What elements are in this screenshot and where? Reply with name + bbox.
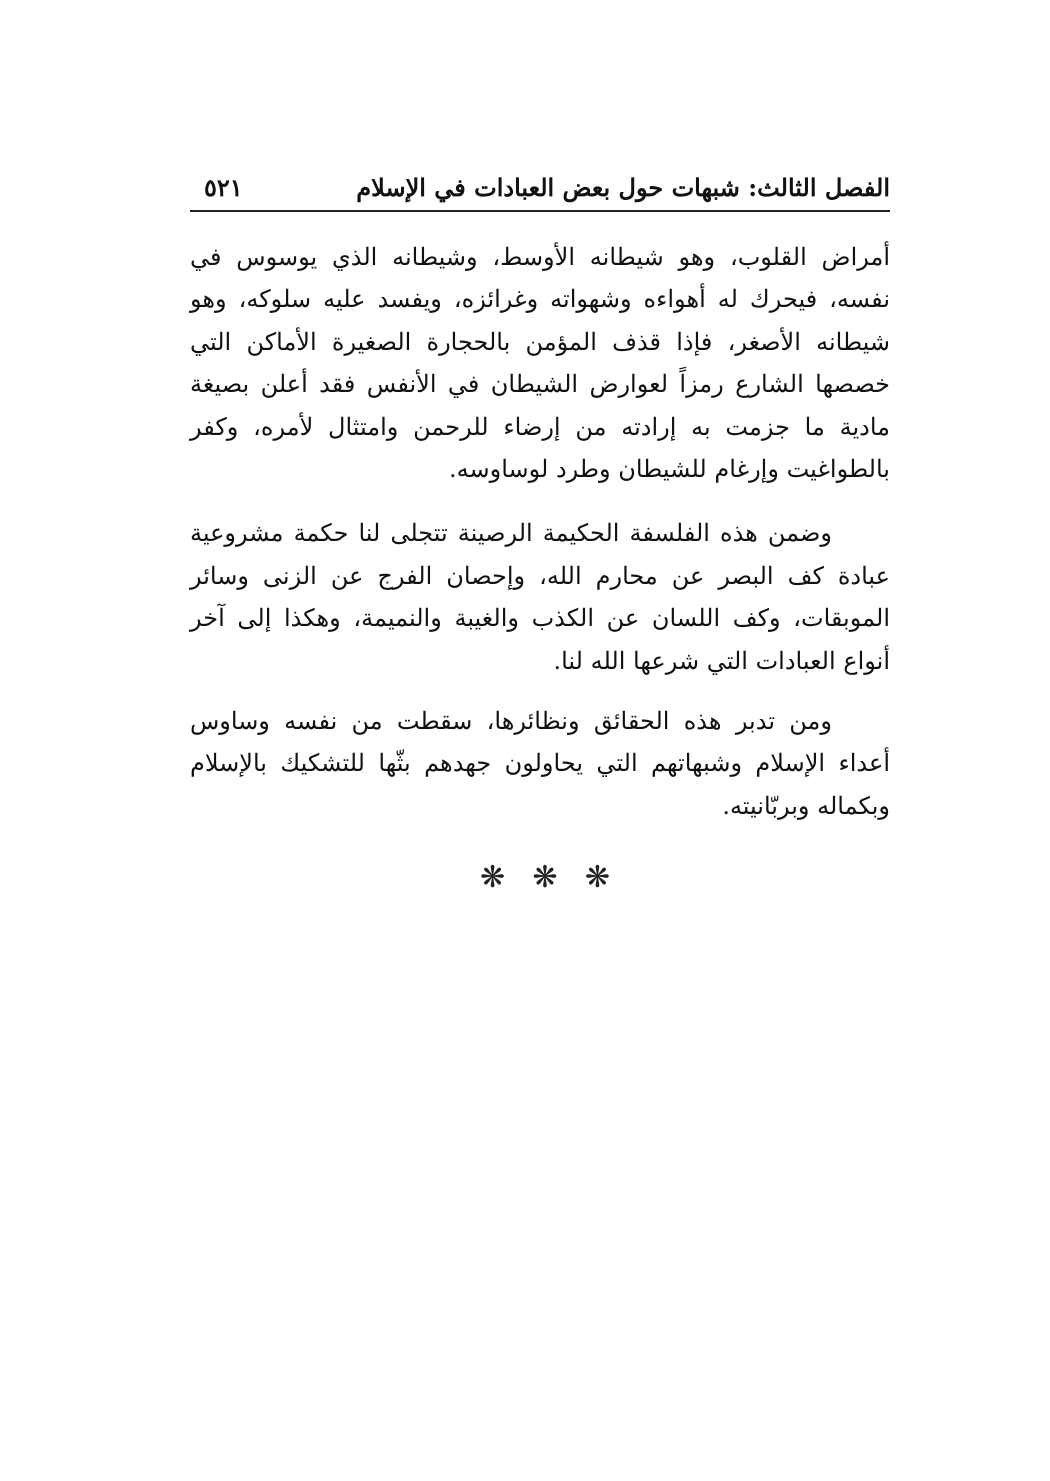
- main-text: [190, 236, 890, 827]
- asterism-icon: ❋: [480, 860, 506, 895]
- chapter-title: الفصل الثالث: شبهات حول بعض العبادات في الإسلام: [356, 173, 890, 202]
- running-header: [190, 168, 890, 212]
- asterism-icon: ❋: [532, 860, 558, 895]
- asterism-icon: ❋: [584, 860, 610, 895]
- paragraph-2: وضمن هذه الفلسفة الحكيمة الرصينة تتجلى لنا حكمة مشروعية عبادة كف البصر عن محارم الله، وإحصان الفرج عن الزنى وسائر الموبقات، وكف اللسان عن الكذب والغيبة والنميمة، وهكذا إلى آخر أنواع العبادات التي شرعها الله لنا.: [190, 519, 890, 675]
- paragraph-3: ومن تدبر هذه الحقائق ونظائرها، سقطت من نفسه وساوس أعداء الإسلام وشبهاتهم التي يحاولون جهدهم بثّها للتشكيك بالإسلام وبكماله وبربّانيته.: [190, 707, 890, 820]
- section-divider: [480, 858, 610, 898]
- paragraph-1: أمراض القلوب، وهو شيطانه الأوسط، وشيطانه الذي يوسوس في نفسه، فيحرك له أهواءه وشهواته وغرائزه، ويفسد عليه سلوكه، وهو شيطانه الأصغر، فإذا قذف المؤمن بالحجارة الصغيرة الأماكن التي خصصها الشارع رمزاً لعوارض الشيطان في الأنفس فقد أعلن بصيغة مادية ما جزمت به إرادته من إرضاء للرحمن وامتثال لأمره، وكفر بالطواغيت وإرغام للشيطان وطرد لوساوسه.: [190, 243, 890, 484]
- page-number: ٥٢١: [204, 173, 243, 202]
